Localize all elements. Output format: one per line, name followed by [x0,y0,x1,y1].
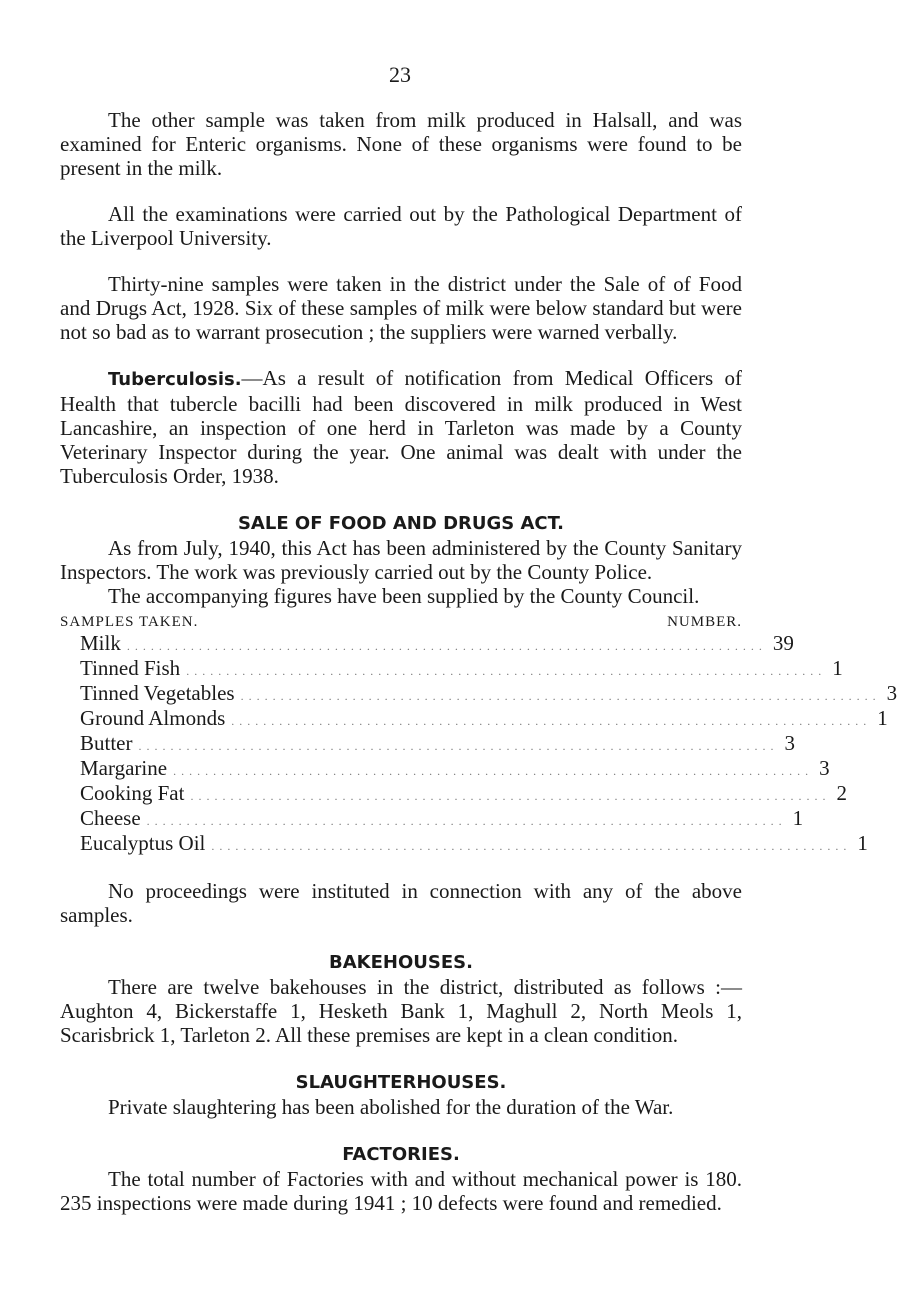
bakehouses-text: There are twelve bakehouses in the district, distributed as follows :—Aughton 4, Bickerstaffe 1, Hesketh Bank 1, Maghull 2, North Meols 1, Scarisbrick 1, Tarleton 2. All these premises are kept in a clean condition. [60,975,742,1047]
dot-leader: ................................................................................ [126,639,767,653]
page-number: 23 [389,62,411,87]
dot-leader: ................................................................................ [138,739,779,753]
sample-name: Cooking Fat [80,781,185,805]
sample-number: 1 [832,656,843,680]
sample-number: 3 [784,731,795,755]
sample-row [60,756,830,782]
tuberculosis-heading: Tuberculosis. [108,369,242,390]
column-header-samples-taken: SAMPLES TAKEN. [60,614,199,630]
dot-leader: ................................................................................ [173,764,814,778]
sample-row [60,631,794,657]
page-body [60,108,897,1215]
sample-number: 3 [886,681,897,705]
sample-name: Cheese [80,806,141,830]
slaughterhouses-text: Private slaughtering has been abolished for the duration of the War. [108,1095,674,1119]
sample-number: 3 [819,756,830,780]
factories-heading: FACTORIES. [342,1144,460,1165]
sample-number: 1 [877,706,888,730]
dot-leader: ................................................................................ [240,689,881,703]
sample-number: 39 [772,631,794,655]
sample-row [60,806,804,832]
factories-text: The total number of Factories with and without mechanical power is 180. 235 inspections were made during 1941 ; 10 defects were found and remedied. [60,1167,742,1215]
sample-number: 1 [857,831,868,855]
sample-number: 1 [792,806,804,830]
sample-row [60,781,847,807]
paragraph-tuberculosis [60,366,742,488]
sample-name: Tinned Fish [80,656,181,680]
sample-row [60,706,888,732]
paragraph-pathology: All the examinations were carried out by the Pathological Department of the Liverpool University. [60,202,742,250]
samples-table [60,612,897,857]
sample-name: Ground Almonds [80,706,226,730]
sample-row [60,681,897,707]
sale-of-food-paragraph-3: No proceedings were instituted in connection with any of the above samples. [60,879,742,927]
samples-table-header [60,612,742,632]
paragraph-milk-halsall: The other sample was taken from milk produced in Halsall, and was examined for Enteric organisms. None of these organisms were found to be present in the milk. [60,108,742,180]
sale-of-food-paragraph-1: As from July, 1940, this Act has been administered by the County Sanitary Inspectors. The work was previously carried out by the County Police. [60,536,742,584]
tuberculosis-text: —As a result of notification from Medical Officers of Health that tubercle bacilli had been discovered in milk produced in West Lancashire, an inspection of one herd in Tarleton was made by a County Veterinary Inspector during the year. One animal was dealt with under the Tuberculosis Order, 1938. [60,366,742,488]
bakehouses-heading: BAKEHOUSES. [329,952,473,973]
sample-name: Tinned Vegetables [80,681,235,705]
dot-leader: ................................................................................ [231,714,872,728]
sample-name: Milk [80,631,121,655]
dot-leader: ................................................................................ [186,664,827,678]
sample-name: Butter [80,731,133,755]
dot-leader: ................................................................................ [146,814,787,828]
sample-row [60,656,843,682]
dot-leader: ................................................................................ [190,789,831,803]
column-header-number: NUMBER. [667,614,742,630]
paragraph-thirty-nine-samples: Thirty-nine samples were taken in the district under the Sale of of Food and Drugs Act, 1928. Six of these samples of milk were below standard but were not so bad as to warrant prosecution ; the suppliers were warned verbally. [60,272,742,344]
sample-number: 2 [836,781,847,805]
slaughterhouses-heading: SLAUGHTERHOUSES. [295,1072,507,1093]
sample-row [60,731,795,757]
sale-of-food-paragraph-2: The accompanying figures have been supplied by the County Council. [108,584,700,608]
sample-name: Eucalyptus Oil [80,831,206,855]
sample-row [60,831,868,857]
dot-leader: ................................................................................ [211,839,852,853]
samples-table-body [60,631,897,857]
sale-of-food-heading: SALE OF FOOD AND DRUGS ACT. [237,513,565,534]
sample-name: Margarine [80,756,168,780]
